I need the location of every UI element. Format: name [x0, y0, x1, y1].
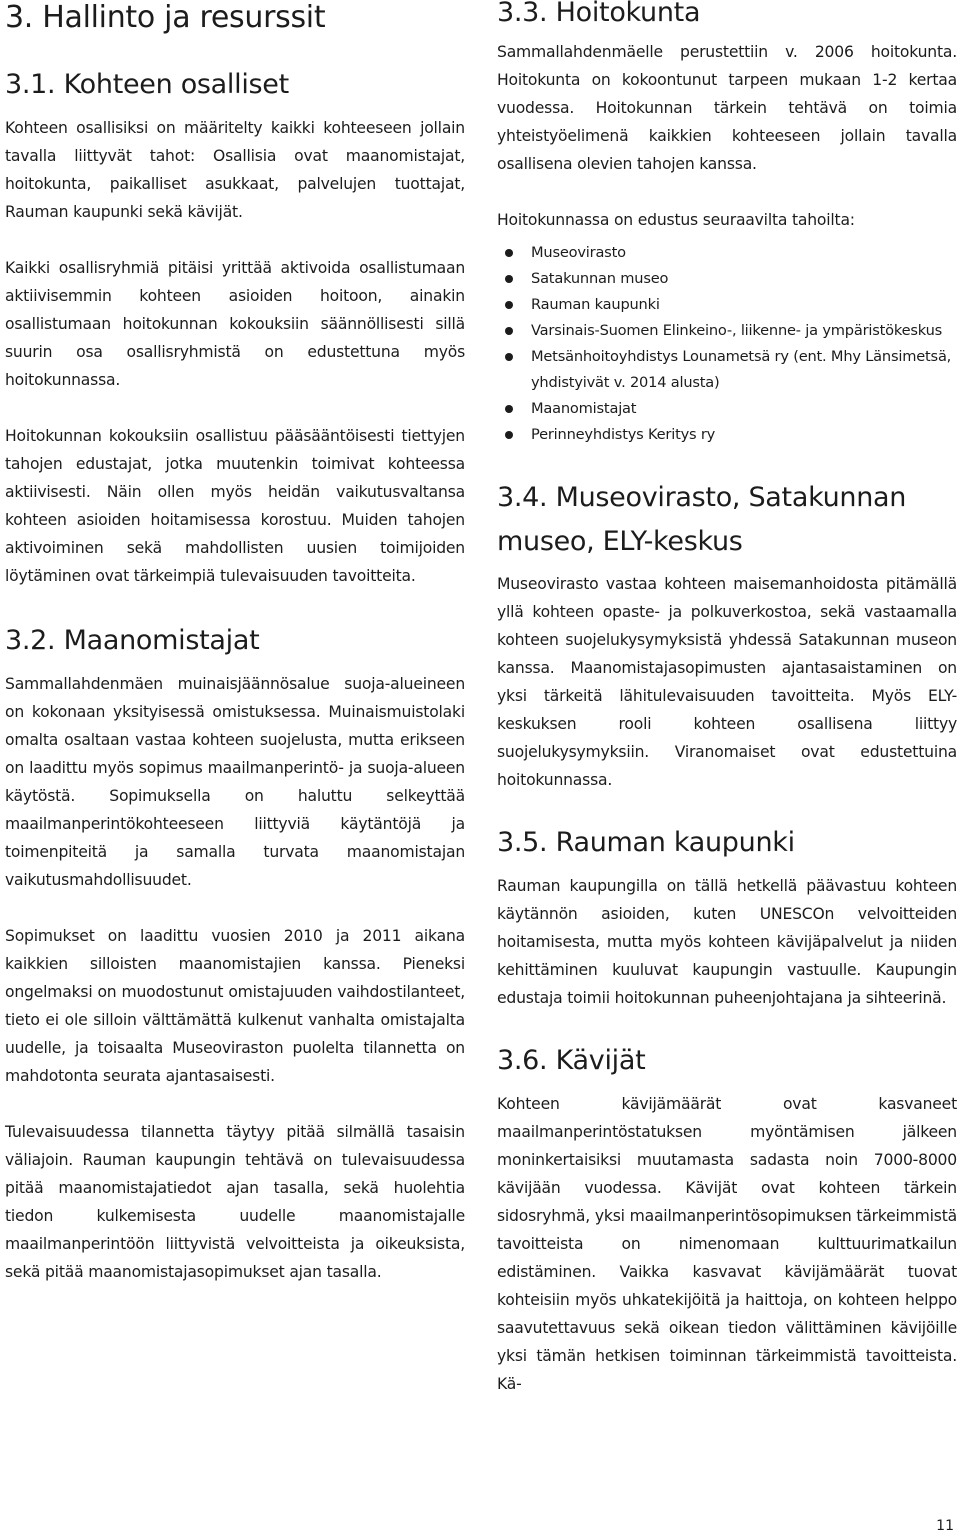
section-3-1-paragraph-1: Kohteen osallisiksi on määritelty kaikki kohteeseen jollain tavalla liittyvät tahot: Osallisia ovat maanomistajat, hoitokunta, paikalliset asukkaat, palvelujen tuottajat, Rauman kaupunki sekä kävijät.: [5, 119, 465, 221]
section-3-4-title: 3.4. Museovirasto, Satakunnan museo, ELY-keskus: [497, 482, 907, 557]
bullet-icon: [505, 249, 513, 257]
section-3-2-paragraph-3: Tulevaisuudessa tilannetta täytyy pitää silmällä tasaisin väliajoin. Rauman kaupungin tehtävä on tulevaisuudessa pitää maanomistajatiedot ajan tasalla, sekä huolehtia tiedon kulkemisesta uudelle maanomistajalle maailmanperintöön liittyvistä velvoitteista ja oikeuksista, sekä pitää maanomistajasopimukset ajan tasalla.: [5, 1123, 465, 1281]
section-3-1-title: 3.1. Kohteen osalliset: [5, 69, 289, 100]
section-3-6-paragraph-1: Kohteen kävijämäärät ovat kasvaneet maailmanperintöstatuksen myöntämisen jälkeen moninkertaisiksi muutamasta sadasta noin 7000-8000 kävijään vuodessa. Kävijät ovat kohteen tärkein sidosryhmä, yksi maailmanperintösopimuksen tärkeimmistä tavoitteista on nimenomaan kulttuurimatkailun edistäminen. Vaikka kasvavat kävijämäärät tuovat kohteisiin myös uhkatekijöitä ja haittoja, on kohteen helppo saavutettavuus sekä oikean tiedon välittäminen kävijöille yksi tämän hetkisen toiminnan tärkeimmistä tavoitteista. Kä-: [497, 1095, 957, 1393]
section-3-4-paragraph-1: Museovirasto vastaa kohteen maisemanhoidosta pitämällä yllä kohteen opaste- ja polkuverkostoa, sekä vastaamalla kohteen suojelukysymyksistä yhdessä Satakunnan museon kanssa. Maanomistajasopimusten ajantasaistaminen on yksi tärkeitä lähitulevaisuuden tavoitteita. Myös ELY-keskuksen rooli kohteen osallisena liittyy suojelukysymyksiin. Viranomaiset ovat edustettuina hoitokunnassa.: [497, 575, 957, 789]
bullet-icon: [505, 431, 513, 439]
section-3-3-paragraph-1: Sammallahdenmäelle perustettiin v. 2006 hoitokunta. Hoitokunta on kokoontunut tarpeen mukaan 1-2 kertaa vuodessa. Hoitokunnan tärkein tehtävä on toimia yhteistyöelimenä kaikkien kohteeseen jollain tavalla osallisena olevien tahojen kanssa.: [497, 43, 957, 173]
section-3-1-paragraph-2: Kaikki osallisryhmiä pitäisi yrittää aktivoida osallistumaan aktiivisemmin kohteen asioiden hoitoon, ainakin osallistumaan hoitokunnan kokouksiin säännöllisesti sillä suurin osa osallisryhmistä on edustettuna myös hoitokunnassa.: [5, 259, 465, 389]
section-3-6-title: 3.6. Kävijät: [497, 1045, 646, 1076]
bullet-icon: [505, 327, 513, 335]
chapter-title: 3. Hallinto ja resurssit: [5, 0, 326, 35]
list-item: Perinneyhdistys Keritys ry: [497, 422, 957, 448]
bullet-icon: [505, 301, 513, 309]
section-3-3-title: 3.3. Hoitokunta: [497, 0, 701, 28]
left-column: [5, 0, 465, 1286]
list-item: Metsänhoitoyhdistys Lounametsä ry (ent. Mhy Länsimetsä, yhdistyivät v. 2014 alusta): [497, 344, 957, 396]
bullet-icon: [505, 275, 513, 283]
list-item: Varsinais-Suomen Elinkeino-, liikenne- ja ympäristökeskus: [497, 318, 957, 344]
representation-list: [497, 240, 957, 448]
list-item: Rauman kaupunki: [497, 292, 957, 318]
section-3-2-paragraph-2: Sopimukset on laadittu vuosien 2010 ja 2011 aikana kaikkien silloisten maanomistajien kanssa. Pieneksi ongelmaksi on muodostunut omistajuuden vaihdostilanteet, tieto ei ole silloin välttämättä kulkenut vanhalta omistajalta uudelle, ja toisaalta Museoviraston puolelta tilannetta on mahdotonta seurata ajantasaisesti.: [5, 927, 465, 1085]
section-3-2-paragraph-1: Sammallahdenmäen muinaisjäännösalue suoja-alueineen on kokonaan yksityisessä omistuksessa. Muinaismuistolaki omalta osaltaan vastaa kohteen suojelusta, mutta erikseen on laadittu myös sopimus maailmanperintö- ja suoja-alueen käytöstä. Sopimuksella on haluttu selkeyttää maailmanperintökohteeseen liittyviä käytäntöjä ja toimenpiteitä ja samalla turvata maanomistajan vaikutusmahdollisuudet.: [5, 675, 465, 889]
list-item: Satakunnan museo: [497, 266, 957, 292]
bullet-icon: [505, 405, 513, 413]
list-item: Museovirasto: [497, 240, 957, 266]
section-3-5-paragraph-1: Rauman kaupungilla on tällä hetkellä päävastuu kohteen käytännön asioiden, kuten UNESCOn velvoitteiden hoitamisesta, mutta myös kohteen kävijäpalvelut ja niiden kehittäminen kuuluvat kaupungin vastuulle. Kaupungin edustaja toimii hoitokunnan puheenjohtajana ja sihteerinä.: [497, 877, 957, 1007]
section-3-5-title: 3.5. Rauman kaupunki: [497, 827, 795, 858]
list-item: Maanomistajat: [497, 396, 957, 422]
right-column: [497, 0, 957, 1398]
section-3-3-paragraph-2: Hoitokunnassa on edustus seuraavilta tahoilta:: [497, 211, 855, 229]
section-3-1-paragraph-3: Hoitokunnan kokouksiin osallistuu pääsääntöisesti tiettyjen tahojen edustajat, jotka muutenkin toimivat kohteessa aktiivisesti. Näin ollen myös heidän vaikutusvaltansa kohteen asioiden hoitamisessa korostuu. Muiden tahojen aktivoiminen sekä mahdollisten uusien toimijoiden löytäminen ovat tärkeimpiä tulevaisuuden tavoitteita.: [5, 427, 465, 585]
bullet-icon: [505, 353, 513, 361]
section-3-2-title: 3.2. Maanomistajat: [5, 625, 260, 656]
page-number: 11: [936, 1518, 954, 1534]
